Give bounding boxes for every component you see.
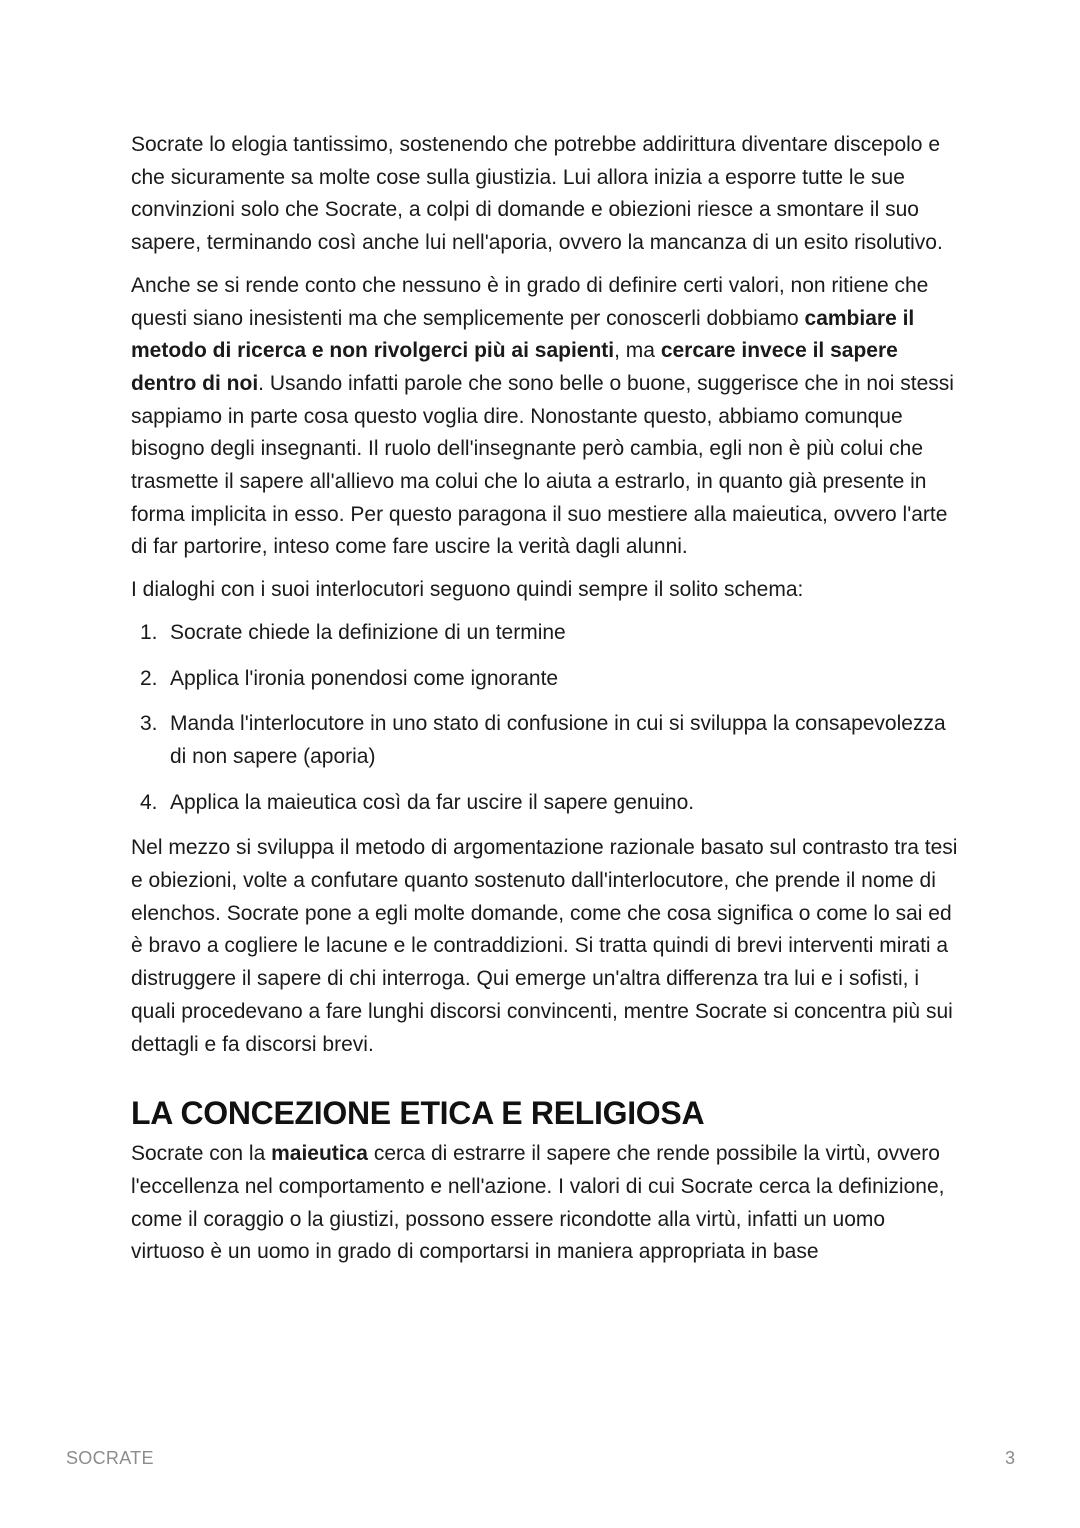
numbered-list bbox=[131, 617, 961, 820]
list-item-text: Applica l'ironia ponendosi come ignorante bbox=[170, 666, 559, 690]
list-item-text: Manda l'interlocutore in uno stato di confusione in cui si sviluppa la consapevolezza di non sapere (aporia) bbox=[170, 712, 946, 768]
paragraph-method bbox=[131, 270, 961, 564]
paragraph-dialogue-intro: I dialoghi con i suoi interlocutori seguono quindi sempre il solito schema: bbox=[131, 578, 804, 602]
bold-text: cambiare il metodo di ricerca e non rivolgerci più ai sapienti bbox=[131, 306, 915, 363]
text-run: Anche se si rende conto che nessuno è in grado di definire certi valori, non ritiene che questi siano inesistenti ma che semplicemente per conoscerli dobbiamo bbox=[131, 273, 929, 330]
bold-text: cercare invece il sapere dentro di noi bbox=[131, 339, 898, 395]
list-item bbox=[131, 708, 961, 773]
document-body bbox=[131, 129, 961, 1279]
text-run: Socrate con la bbox=[131, 1142, 272, 1166]
text-run: , ma bbox=[614, 339, 661, 363]
list-number: 4. bbox=[140, 790, 158, 814]
list-item bbox=[131, 663, 961, 696]
paragraph-elenchos: Nel mezzo si sviluppa il metodo di argomentazione razionale basato sul contrasto tra tesi e obiezioni, volte a confutare quanto sostenuto dall'interlocutore, che prende il nome di elenchos. Socrate pone a egli molte domande, come che cosa significa o come lo sai ed è bravo a cogliere le lacune e le contraddizioni. Si tratta quindi di brevi interventi mirati a distruggere il sapere di chi interroga. Qui emerge un'altra differenza tra lui e i sofisti, i quali procedevano a fare lunghi discorsi convincenti, mentre Socrate si concentra più sui dettagli e fa discorsi brevi. bbox=[131, 836, 958, 1056]
paragraph-virtue bbox=[131, 1138, 961, 1269]
footer-page-number: 3 bbox=[1004, 1448, 1015, 1468]
list-item bbox=[131, 787, 961, 820]
list-number: 2. bbox=[140, 666, 158, 690]
paragraph-praise: Socrate lo elogia tantissimo, sostenendo che potrebbe addirittura diventare discepolo e che sicuramente sa molte cose sulla giustizia. Lui allora inizia a esporre tutte le sue convinzioni solo che Socrate, a colpi di domande e obiezioni riesce a smontare il suo sapere, terminando così anche lui nell'aporia, ovvero la mancanza di un esito risolutivo. bbox=[131, 133, 943, 255]
section-heading: LA CONCEZIONE ETICA E RELIGIOSA bbox=[131, 1095, 705, 1132]
text-run: . Usando infatti parole che sono belle o buone, suggerisce che in noi stessi sappiamo in parte cosa questo voglia dire. Nonostante questo, abbiamo comunque bisogno degli insegnanti. Il ruolo dell'insegnante però cambia, egli non è più colui che trasmette il sapere all'allievo ma colui che lo aiuta a estrarlo, in quanto già presente in forma implicita in esso. Per questo paragona il suo mestiere alla maieutica, ovvero l'arte di far partorire, inteso come fare uscire la verità dagli alunni. bbox=[131, 371, 954, 559]
list-item bbox=[131, 617, 961, 650]
list-number: 1. bbox=[140, 620, 158, 644]
text-run: cerca di estrarre il sapere che rende possibile la virtù, ovvero l'eccellenza nel comportamento e nell'azione. I valori di cui Socrate cerca la definizione, come il coraggio o la giustizi, possono essere ricondotte alla virtù, infatti un uomo virtuoso è un uomo in grado di comportarsi in maniera appropriata in base bbox=[131, 1142, 945, 1264]
list-number: 3. bbox=[140, 712, 158, 736]
bold-text: maieutica bbox=[271, 1142, 368, 1166]
footer-document-title: SOCRATE bbox=[66, 1448, 154, 1468]
list-item-text: Applica la maieutica così da far uscire il sapere genuino. bbox=[170, 790, 695, 814]
list-item-text: Socrate chiede la definizione di un termine bbox=[170, 620, 566, 644]
